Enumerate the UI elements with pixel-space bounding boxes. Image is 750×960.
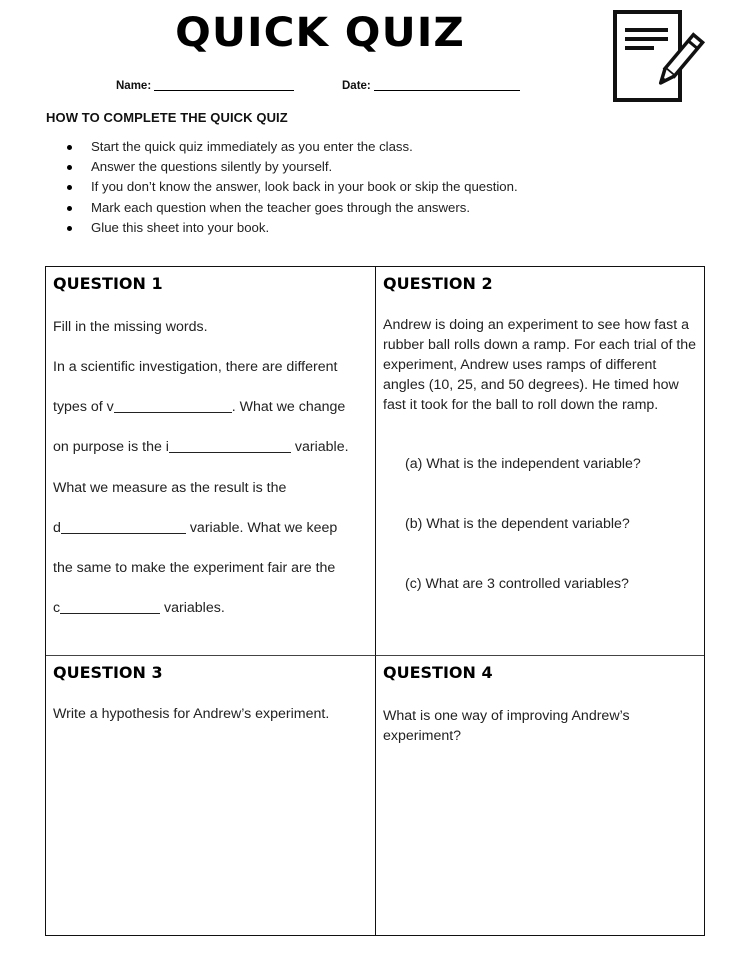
instructions-list — [66, 137, 518, 238]
question-3-heading: QUESTION 3 — [53, 663, 163, 682]
instruction-item: Start the quick quiz immediately as you enter the class. — [66, 137, 518, 157]
question-2-heading: QUESTION 2 — [383, 274, 493, 293]
q1-text: variable. What we keep — [185, 520, 338, 536]
q2-part-a: (a) What is the independent variable? — [405, 456, 641, 472]
date-label: Date: — [342, 80, 371, 92]
date-blank[interactable] — [374, 80, 520, 91]
q1-text: variable. — [290, 439, 349, 455]
question-2-box[interactable] — [376, 267, 704, 656]
date-field[interactable] — [342, 80, 520, 92]
q1-line-3 — [53, 439, 349, 455]
question-4-box[interactable] — [376, 656, 704, 935]
q2-part-c: (c) What are 3 controlled variables? — [405, 576, 629, 592]
dependent-blank[interactable] — [61, 522, 186, 534]
question-1-box[interactable] — [46, 267, 376, 656]
q1-text: on purpose is the i — [53, 439, 169, 455]
q1-text: d — [53, 520, 61, 536]
q2-part-b: (b) What is the dependent variable? — [405, 516, 630, 532]
name-label: Name: — [116, 80, 152, 92]
q1-line-5 — [53, 520, 337, 536]
page-title: QUICK QUIZ — [175, 10, 465, 56]
instruction-item: Mark each question when the teacher goes through the answers. — [66, 198, 518, 218]
document-pencil-icon — [610, 8, 710, 106]
q1-text: types of v — [53, 399, 114, 415]
questions-grid — [45, 266, 705, 936]
instruction-item: If you don’t know the answer, look back in your book or skip the question. — [66, 177, 518, 197]
independent-blank[interactable] — [169, 441, 291, 453]
name-field[interactable] — [116, 80, 294, 92]
q1-text: c — [53, 600, 61, 616]
question-3-box[interactable] — [46, 656, 376, 935]
q1-line-1: In a scientific investigation, there are different — [53, 359, 338, 375]
question-1-heading: QUESTION 1 — [53, 274, 163, 293]
q1-line-7 — [53, 600, 225, 616]
q3-prompt: Write a hypothesis for Andrew’s experiment. — [53, 706, 330, 722]
question-4-heading: QUESTION 4 — [383, 663, 493, 682]
variables-blank[interactable] — [114, 401, 232, 413]
instruction-item: Answer the questions silently by yourself. — [66, 157, 518, 177]
q2-scenario: Andrew is doing an experiment to see how fast a rubber ball rolls down a ramp. For each trial of the experiment, Andrew uses ramps of different angles (10, 25, and 50 degrees). He timed how fast it took for the ball to roll down the ramp. — [383, 317, 697, 413]
name-blank[interactable] — [154, 80, 294, 91]
q1-line-2 — [53, 399, 345, 415]
controlled-blank[interactable] — [60, 602, 160, 614]
q4-prompt: What is one way of improving Andrew’s experiment? — [383, 708, 630, 744]
instructions-heading: HOW TO COMPLETE THE QUICK QUIZ — [46, 110, 288, 125]
q1-line-4: What we measure as the result is the — [53, 480, 287, 496]
q1-prompt: Fill in the missing words. — [53, 319, 208, 335]
q1-line-6: the same to make the experiment fair are the — [53, 560, 336, 576]
q1-text: variables. — [160, 600, 225, 616]
q1-text: . What we change — [231, 399, 346, 415]
instruction-item: Glue this sheet into your book. — [66, 218, 518, 238]
